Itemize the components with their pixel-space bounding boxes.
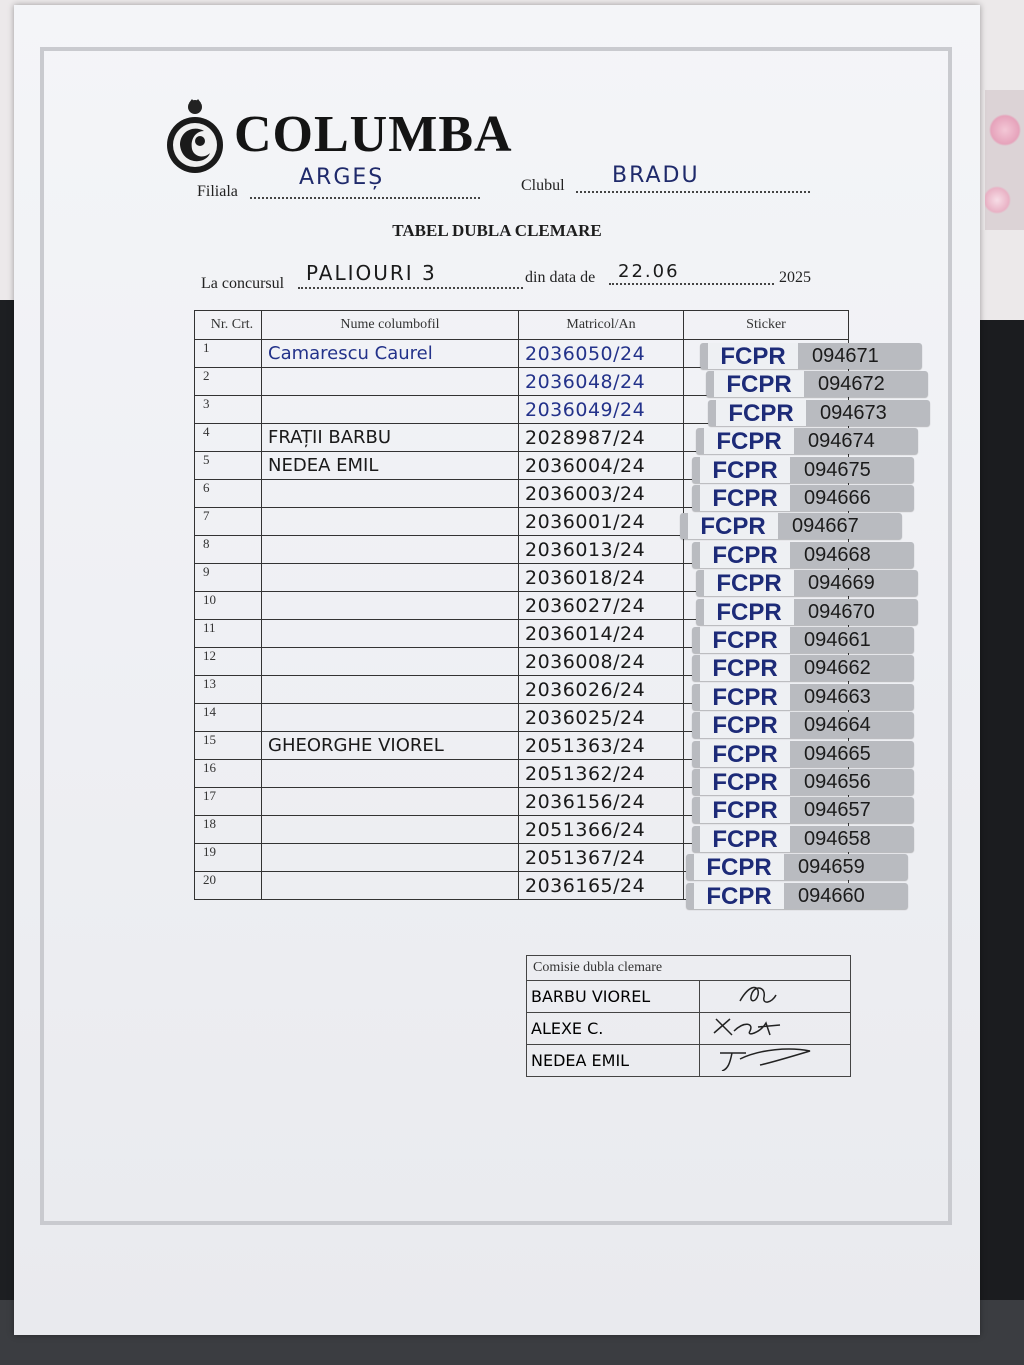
matricol-value: 2051366/24 — [525, 818, 646, 841]
sticker-number: 094661 — [804, 629, 871, 651]
concurs-label: La concursul — [201, 275, 285, 292]
matricol-cell — [519, 536, 684, 564]
concurs-value: PALIOURI 3 — [306, 261, 437, 285]
sticker-code: FCPR — [700, 457, 790, 483]
document-title: TABEL DUBLA CLEMARE — [392, 221, 602, 240]
commission-member: ALEXE C. — [527, 1013, 700, 1045]
sticker-label — [708, 400, 930, 426]
clubul-value: BRADU — [612, 163, 700, 188]
matricol-value: 2036048/24 — [525, 370, 646, 393]
matricol-cell — [519, 368, 684, 396]
matricol-cell — [519, 676, 684, 704]
filiala-line — [250, 197, 480, 199]
matricol-cell — [519, 452, 684, 480]
row-number: 3 — [195, 396, 262, 424]
sticker-label — [692, 655, 914, 681]
breeder-name-cell — [262, 424, 519, 452]
row-number: 1 — [195, 340, 262, 368]
commission-row — [527, 1013, 851, 1045]
matricol-cell — [519, 592, 684, 620]
breeder-name — [262, 399, 268, 420]
sticker-number: 094665 — [804, 742, 871, 765]
matricol-cell — [519, 340, 684, 368]
breeder-name-cell — [262, 592, 519, 620]
sticker-label — [692, 741, 914, 767]
matricol-cell — [519, 648, 684, 676]
background-flowers — [985, 90, 1024, 230]
sticker-code: FCPR — [704, 599, 794, 625]
breeder-name-cell — [262, 564, 519, 592]
breeder-name — [262, 567, 268, 588]
row-number: 12 — [195, 648, 262, 676]
breeder-name-cell — [262, 704, 519, 732]
row-number: 18 — [195, 816, 262, 844]
clubul-label: Clubul — [521, 177, 565, 194]
sticker-number: 094667 — [792, 515, 859, 538]
col-sticker: Sticker — [684, 311, 849, 340]
breeder-name — [262, 847, 268, 868]
breeder-name: NEDEA EMIL — [268, 455, 379, 476]
sticker-code: FCPR — [700, 712, 790, 738]
sticker-number: 094662 — [804, 657, 871, 680]
breeder-name-cell — [262, 536, 519, 564]
matricol-value: 2036018/24 — [525, 566, 646, 589]
row-number: 2 — [195, 368, 262, 396]
sticker-label — [692, 627, 914, 653]
sticker-label — [692, 712, 914, 738]
sticker-number: 094668 — [804, 543, 871, 566]
data-value: 22.06 — [618, 261, 680, 282]
sticker-number: 094666 — [804, 487, 871, 509]
row-number: 19 — [195, 844, 262, 872]
sticker-code: FCPR — [700, 684, 790, 710]
sticker-label — [696, 428, 918, 454]
sticker-code: FCPR — [700, 485, 790, 511]
sticker-label — [706, 371, 928, 397]
row-number: 7 — [195, 508, 262, 536]
matricol-value: 2051367/24 — [525, 846, 646, 869]
commission-member: NEDEA EMIL — [527, 1045, 700, 1077]
breeder-name — [262, 763, 268, 784]
row-number: 13 — [195, 676, 262, 704]
sticker-label — [692, 769, 914, 795]
sticker-number: 094670 — [808, 600, 875, 623]
matricol-value: 2036014/24 — [525, 622, 646, 645]
matricol-cell — [519, 872, 684, 900]
breeder-name-cell — [262, 368, 519, 396]
sticker-code: FCPR — [694, 883, 784, 909]
signature-2 — [700, 1013, 850, 1039]
data-label: din data de — [525, 269, 596, 286]
sticker-label — [692, 684, 914, 710]
matricol-cell — [519, 424, 684, 452]
breeder-name — [262, 595, 268, 616]
breeder-name-cell — [262, 760, 519, 788]
pigeon-emblem-icon — [162, 97, 228, 177]
sticker-label — [692, 826, 914, 852]
matricol-value: 2036013/24 — [525, 538, 646, 561]
breeder-name — [262, 539, 268, 560]
sticker-label — [696, 599, 918, 625]
breeder-name-cell — [262, 452, 519, 480]
signature-cell — [700, 1045, 851, 1077]
data-line — [609, 283, 774, 285]
matricol-value: 2028987/24 — [525, 426, 646, 449]
sticker-code: FCPR — [694, 854, 784, 880]
row-number: 4 — [195, 424, 262, 452]
sticker-number: 094663 — [804, 685, 871, 708]
matricol-value: 2036156/24 — [525, 790, 646, 813]
sticker-code: FCPR — [716, 400, 806, 426]
matricol-cell — [519, 760, 684, 788]
breeder-name-cell — [262, 816, 519, 844]
matricol-cell — [519, 396, 684, 424]
row-number: 8 — [195, 536, 262, 564]
col-name: Nume columbofil — [262, 311, 519, 340]
signature-3 — [700, 1045, 850, 1071]
matricol-cell — [519, 480, 684, 508]
document-sheet — [14, 5, 980, 1335]
sticker-number: 094674 — [808, 430, 875, 453]
row-number: 11 — [195, 620, 262, 648]
sticker-code: FCPR — [700, 741, 790, 767]
matricol-value: 2036008/24 — [525, 650, 646, 673]
sticker-label — [692, 542, 914, 568]
sticker-code: FCPR — [700, 627, 790, 653]
sticker-code: FCPR — [704, 570, 794, 596]
sticker-code: FCPR — [700, 797, 790, 823]
sticker-label — [696, 570, 918, 596]
commission-member: BARBU VIOREL — [527, 981, 700, 1013]
row-number: 15 — [195, 732, 262, 760]
breeder-name — [262, 371, 268, 392]
clubul-line — [576, 191, 810, 193]
row-number: 20 — [195, 872, 262, 900]
matricol-value: 2051362/24 — [525, 762, 646, 785]
breeder-name-cell — [262, 732, 519, 760]
breeder-name — [262, 819, 268, 840]
table-header-row — [195, 311, 849, 340]
sticker-number: 094664 — [804, 714, 871, 737]
sticker-label — [686, 854, 908, 880]
sticker-number: 094672 — [818, 373, 885, 396]
row-number: 9 — [195, 564, 262, 592]
sticker-label — [692, 797, 914, 823]
signature-cell — [700, 1013, 851, 1045]
matricol-cell — [519, 816, 684, 844]
breeder-name-cell — [262, 788, 519, 816]
breeder-name — [262, 875, 268, 896]
matricol-value: 2036049/24 — [525, 398, 646, 421]
sticker-label — [680, 513, 902, 539]
breeder-name-cell — [262, 340, 519, 368]
matricol-value: 2036026/24 — [525, 678, 646, 701]
signature-1 — [700, 981, 850, 1007]
sticker-number: 094657 — [804, 799, 871, 822]
breeder-name — [262, 791, 268, 812]
sticker-number: 094673 — [820, 401, 887, 424]
sticker-code: FCPR — [688, 513, 778, 539]
sticker-number: 094671 — [812, 345, 879, 367]
commission-table — [526, 955, 851, 1077]
col-nr: Nr. Crt. — [195, 311, 262, 340]
filiala-value: ARGEȘ — [299, 165, 385, 190]
commission-row — [527, 981, 851, 1013]
commission-row — [527, 1045, 851, 1077]
breeder-name-cell — [262, 676, 519, 704]
sticker-number: 094659 — [798, 856, 865, 879]
matricol-value: 2051363/24 — [525, 734, 646, 757]
row-number: 5 — [195, 452, 262, 480]
sticker-number: 094660 — [798, 884, 865, 907]
signature-cell — [700, 981, 851, 1013]
sticker-code: FCPR — [700, 655, 790, 681]
matricol-cell — [519, 508, 684, 536]
sticker-code: FCPR — [714, 371, 804, 397]
breeder-name — [262, 707, 268, 728]
sticker-code: FCPR — [700, 769, 790, 795]
matricol-value: 2036165/24 — [525, 874, 646, 897]
matricol-value: 2036027/24 — [525, 594, 646, 617]
breeder-name-cell — [262, 844, 519, 872]
sticker-label — [686, 883, 908, 909]
breeder-name-cell — [262, 872, 519, 900]
matricol-value: 2036050/24 — [525, 342, 646, 365]
sticker-number: 094658 — [804, 827, 871, 850]
row-number: 16 — [195, 760, 262, 788]
matricol-value: 2036004/24 — [525, 454, 646, 477]
commission-title: Comisie dubla clemare — [527, 956, 851, 981]
breeder-name: Camarescu Caurel — [268, 343, 433, 364]
breeder-name — [262, 651, 268, 672]
sticker-code: FCPR — [700, 826, 790, 852]
sticker-code: FCPR — [700, 542, 790, 568]
matricol-cell — [519, 788, 684, 816]
matricol-cell — [519, 704, 684, 732]
col-matricol: Matricol/An — [519, 311, 684, 340]
sticker-code: FCPR — [704, 428, 794, 454]
matricol-cell — [519, 732, 684, 760]
matricol-cell — [519, 620, 684, 648]
concurs-line — [298, 287, 523, 289]
matricol-cell — [519, 564, 684, 592]
sticker-number: 094656 — [804, 771, 871, 793]
row-number: 6 — [195, 480, 262, 508]
year-label: 2025 — [779, 269, 811, 286]
sticker-code: FCPR — [708, 343, 798, 369]
sticker-label — [692, 485, 914, 511]
row-number: 14 — [195, 704, 262, 732]
matricol-cell — [519, 844, 684, 872]
breeder-name-cell — [262, 648, 519, 676]
matricol-value: 2036025/24 — [525, 706, 646, 729]
row-number: 17 — [195, 788, 262, 816]
breeder-name-cell — [262, 508, 519, 536]
matricol-value: 2036001/24 — [525, 510, 646, 533]
sticker-number: 094675 — [804, 458, 871, 481]
row-number: 10 — [195, 592, 262, 620]
sticker-number: 094669 — [808, 572, 875, 595]
breeder-name: FRAȚII BARBU — [268, 427, 392, 448]
breeder-name-cell — [262, 480, 519, 508]
breeder-name — [262, 483, 268, 504]
brand-name: COLUMBA — [234, 106, 513, 163]
sticker-label — [700, 343, 922, 369]
breeder-name — [262, 511, 268, 532]
breeder-name — [262, 679, 268, 700]
breeder-name-cell — [262, 396, 519, 424]
breeder-name-cell — [262, 620, 519, 648]
filiala-label: Filiala — [197, 183, 238, 200]
breeder-name — [262, 623, 268, 644]
matricol-value: 2036003/24 — [525, 482, 646, 505]
sticker-label — [692, 457, 914, 483]
breeder-name: GHEORGHE VIOREL — [268, 735, 444, 756]
